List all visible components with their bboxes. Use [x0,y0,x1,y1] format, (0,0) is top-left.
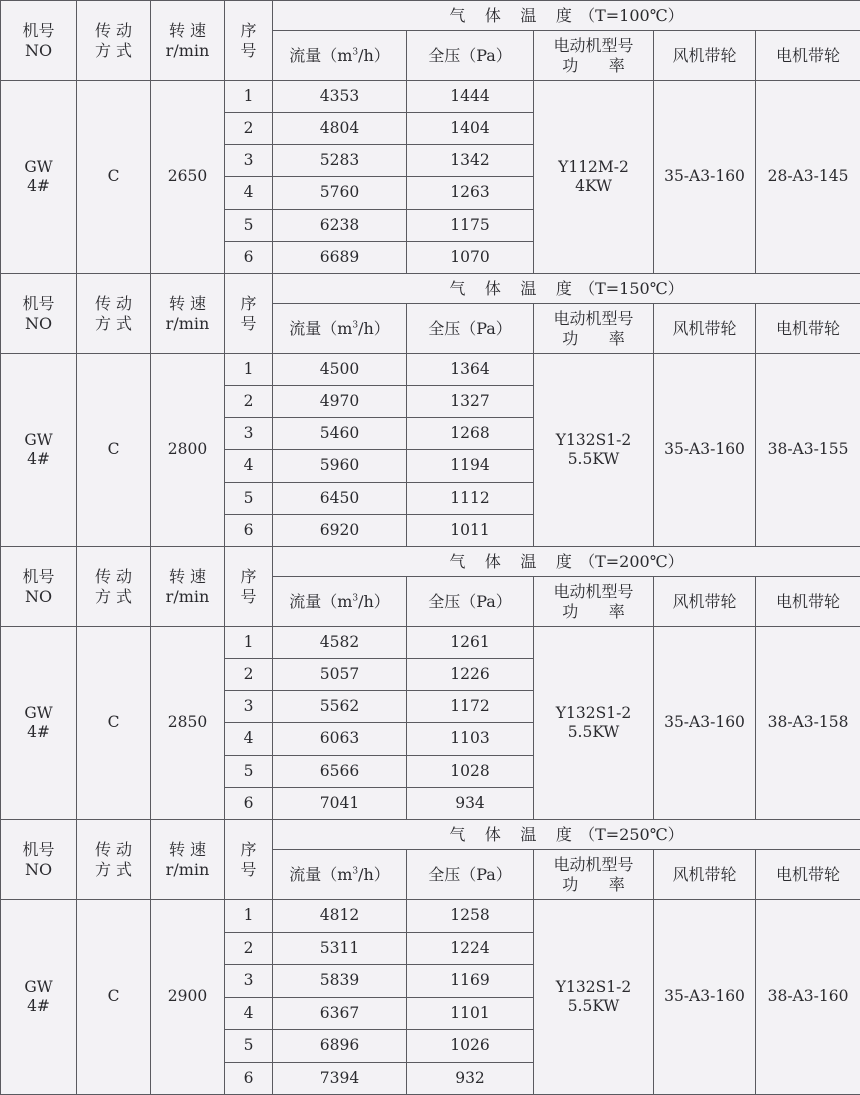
seq-header: 序 号 [225,547,273,627]
temperature-label: 气 体 温 度 [449,279,579,298]
speed-cell: 2900 [151,900,225,1095]
seq-cell: 5 [225,209,273,241]
pressure-cell: 1175 [407,209,534,241]
seq-cell: 6 [225,514,273,546]
fan-pulley-header: 风机带轮 [654,850,756,900]
seq-cell: 2 [225,659,273,691]
motor-header: 电动机型号 功 率 [534,577,654,627]
table-row [1,81,860,113]
fan-pulley-cell: 35-A3-160 [654,900,756,1095]
motor-pulley-cell: 38-A3-160 [756,900,860,1095]
motor-cell: Y132S1-2 5.5KW [534,900,654,1095]
flow-cell: 6450 [273,482,407,514]
pressure-cell: 1224 [407,932,534,965]
seq-header: 序 号 [225,274,273,354]
fan-pulley-cell: 35-A3-160 [654,627,756,820]
machine-no-cell: GW 4# [1,627,77,820]
flow-cell: 6689 [273,241,407,273]
seq-cell: 1 [225,627,273,659]
seq-cell: 1 [225,354,273,386]
table-row [1,627,860,659]
pressure-cell: 1342 [407,145,534,177]
motor-header: 电动机型号 功 率 [534,31,654,81]
motor-cell: Y112M-2 4KW [534,81,654,274]
seq-header: 序 号 [225,1,273,81]
fan-pulley-cell: 35-A3-160 [654,81,756,274]
seq-cell: 5 [225,482,273,514]
flow-cell: 4804 [273,113,407,145]
transmission-cell: C [77,354,151,547]
motor-header: 电动机型号 功 率 [534,850,654,900]
flow-header: 流量$(m^3/h)$ [273,31,407,81]
table-row [1,900,860,933]
pressure-cell: 1026 [407,1030,534,1063]
performance-table [0,273,860,547]
seq-cell: 2 [225,386,273,418]
machine-no-header: 机号 NO [1,547,77,627]
seq-cell: 5 [225,755,273,787]
machine-no-cell: GW 4# [1,81,77,274]
pressure-cell: 1169 [407,965,534,998]
temperature-label: 气 体 温 度 [449,825,579,844]
temperature-value: （T=150℃） [579,279,684,298]
motor-cell: Y132S1-2 5.5KW [534,627,654,820]
flow-cell: 5311 [273,932,407,965]
transmission-cell: C [77,900,151,1095]
pressure-cell: 1268 [407,418,534,450]
pressure-cell: 1263 [407,177,534,209]
motor-pulley-header: 电机带轮 [756,850,860,900]
flow-cell: 4500 [273,354,407,386]
flow-cell: 6896 [273,1030,407,1063]
flow-cell: 6566 [273,755,407,787]
seq-header: 序 号 [225,820,273,900]
temperature-label: 气 体 温 度 [449,552,579,571]
fan-pulley-header: 风机带轮 [654,304,756,354]
gas-temperature-header [273,274,860,304]
transmission-header: 传 动 方 式 [77,274,151,354]
pressure-cell: 1404 [407,113,534,145]
temperature-value: （T=200℃） [579,552,684,571]
pressure-cell: 1070 [407,241,534,273]
flow-header: 流量$(m^3/h)$ [273,304,407,354]
machine-no-header: 机号 NO [1,1,77,81]
pressure-cell: 1261 [407,627,534,659]
flow-cell: 5760 [273,177,407,209]
flow-cell: 5839 [273,965,407,998]
seq-cell: 3 [225,418,273,450]
speed-cell: 2650 [151,81,225,274]
seq-cell: 3 [225,965,273,998]
gas-temperature-header [273,820,860,850]
flow-cell: 5562 [273,691,407,723]
seq-cell: 1 [225,900,273,933]
seq-cell: 4 [225,450,273,482]
flow-cell: 6367 [273,997,407,1030]
seq-cell: 4 [225,997,273,1030]
seq-cell: 6 [225,1062,273,1095]
transmission-header: 传 动 方 式 [77,547,151,627]
transmission-header: 传 动 方 式 [77,820,151,900]
pressure-header: 全压（Pa） [407,31,534,81]
temperature-label: 气 体 温 度 [449,6,579,25]
motor-pulley-header: 电机带轮 [756,304,860,354]
speed-header: 转 速 r/min [151,274,225,354]
flow-cell: 6063 [273,723,407,755]
flow-cell: 7041 [273,787,407,819]
gas-temperature-header [273,547,860,577]
temperature-section [0,819,860,1094]
motor-pulley-cell: 38-A3-158 [756,627,860,820]
machine-no-header: 机号 NO [1,274,77,354]
speed-cell: 2850 [151,627,225,820]
speed-cell: 2800 [151,354,225,547]
performance-table [0,819,860,1095]
speed-header: 转 速 r/min [151,1,225,81]
pressure-cell: 1172 [407,691,534,723]
temperature-value: （T=100℃） [579,6,684,25]
motor-cell: Y132S1-2 5.5KW [534,354,654,547]
machine-no-cell: GW 4# [1,354,77,547]
temperature-value: （T=250℃） [579,825,684,844]
seq-cell: 5 [225,1030,273,1063]
pressure-cell: 1444 [407,81,534,113]
pressure-cell: 1327 [407,386,534,418]
pressure-cell: 1011 [407,514,534,546]
transmission-cell: C [77,627,151,820]
motor-header: 电动机型号 功 率 [534,304,654,354]
transmission-header: 传 动 方 式 [77,1,151,81]
pressure-cell: 1364 [407,354,534,386]
seq-cell: 3 [225,145,273,177]
pressure-header: 全压（Pa） [407,577,534,627]
motor-pulley-header: 电机带轮 [756,31,860,81]
temperature-section [0,273,860,546]
machine-no-cell: GW 4# [1,900,77,1095]
motor-pulley-cell: 28-A3-145 [756,81,860,274]
pressure-cell: 1194 [407,450,534,482]
speed-header: 转 速 r/min [151,547,225,627]
pressure-cell: 1103 [407,723,534,755]
pressure-header: 全压（Pa） [407,850,534,900]
flow-cell: 4582 [273,627,407,659]
performance-table [0,546,860,820]
flow-cell: 5283 [273,145,407,177]
flow-cell: 5960 [273,450,407,482]
flow-cell: 4353 [273,81,407,113]
flow-cell: 7394 [273,1062,407,1095]
pressure-cell: 1226 [407,659,534,691]
pressure-cell: 1028 [407,755,534,787]
motor-pulley-header: 电机带轮 [756,577,860,627]
motor-pulley-cell: 38-A3-155 [756,354,860,547]
performance-table [0,0,860,274]
pressure-cell: 1112 [407,482,534,514]
fan-pulley-cell: 35-A3-160 [654,354,756,547]
flow-cell: 5057 [273,659,407,691]
seq-cell: 1 [225,81,273,113]
pressure-cell: 1258 [407,900,534,933]
speed-header: 转 速 r/min [151,820,225,900]
flow-cell: 4812 [273,900,407,933]
pressure-cell: 1101 [407,997,534,1030]
seq-cell: 6 [225,787,273,819]
table-row [1,354,860,386]
fan-pulley-header: 风机带轮 [654,577,756,627]
flow-header: 流量$(m^3/h)$ [273,577,407,627]
flow-cell: 6920 [273,514,407,546]
flow-cell: 5460 [273,418,407,450]
pressure-cell: 932 [407,1062,534,1095]
pressure-cell: 934 [407,787,534,819]
pressure-header: 全压（Pa） [407,304,534,354]
seq-cell: 3 [225,691,273,723]
seq-cell: 2 [225,113,273,145]
flow-cell: 4970 [273,386,407,418]
seq-cell: 4 [225,723,273,755]
fan-pulley-header: 风机带轮 [654,31,756,81]
machine-no-header: 机号 NO [1,820,77,900]
flow-header: 流量$(m^3/h)$ [273,850,407,900]
seq-cell: 6 [225,241,273,273]
temperature-section [0,0,860,273]
transmission-cell: C [77,81,151,274]
flow-cell: 6238 [273,209,407,241]
temperature-section [0,546,860,819]
seq-cell: 2 [225,932,273,965]
gas-temperature-header [273,1,860,31]
seq-cell: 4 [225,177,273,209]
